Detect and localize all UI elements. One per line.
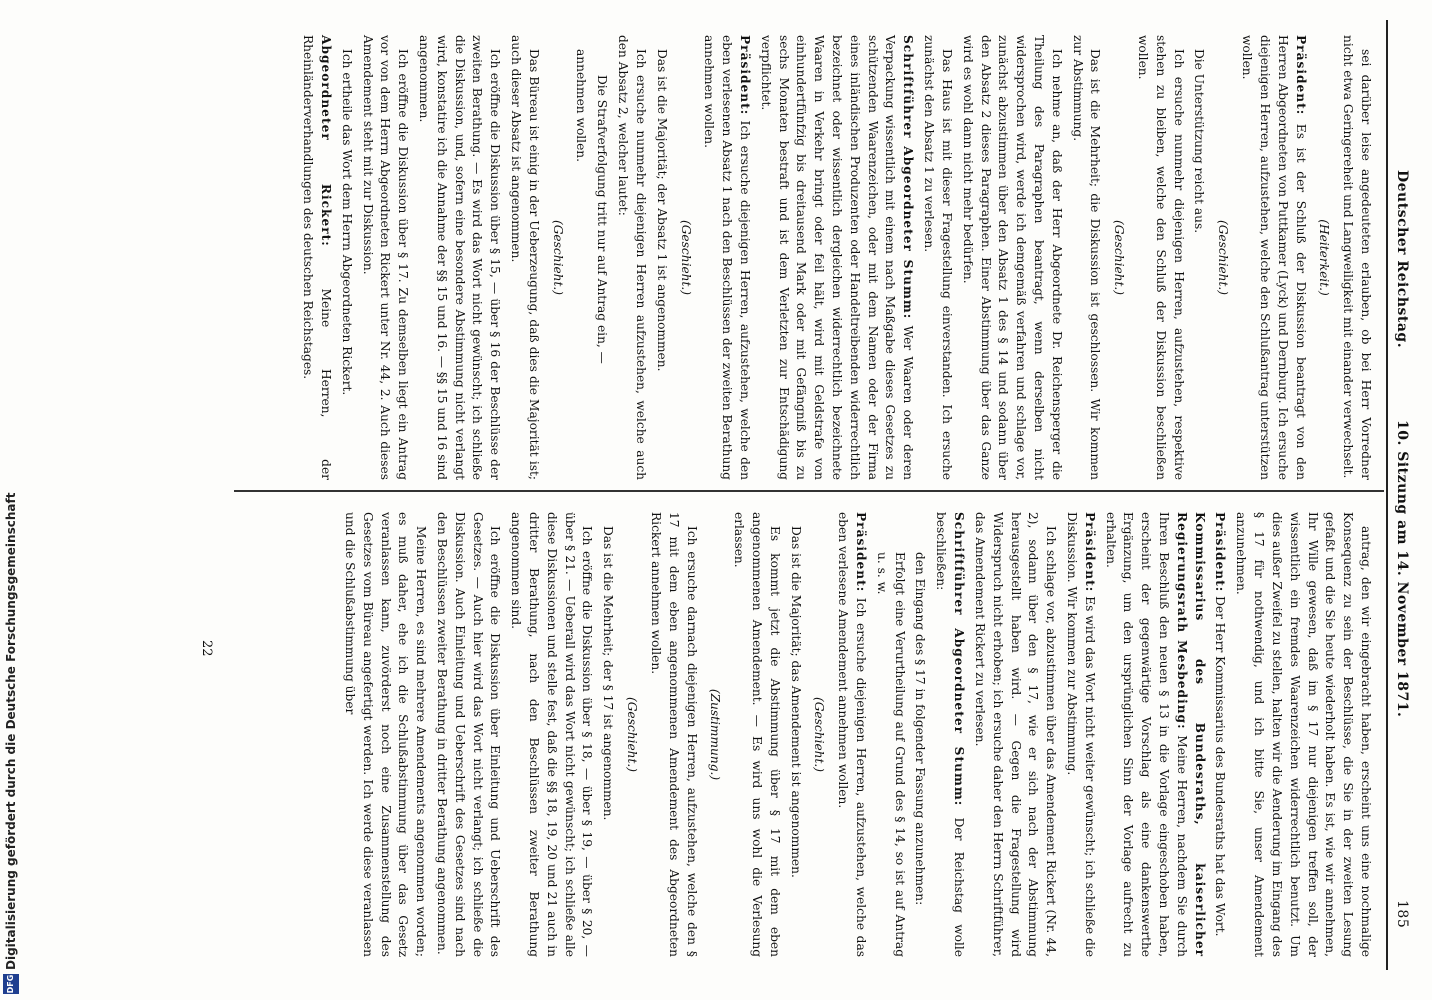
paragraph: Ich ersuche darnach diejenigen Herren, aufzustehen, welche den § 17 mit dem eben angenommenen Amendement des Abgeordneten Rickert annehmen wollen. [648,512,699,957]
paragraph: annehmen wollen. [574,49,589,163]
header-title: Deutscher Reichstag. [1394,170,1410,349]
speech-text: Meine Herren, nachdem Sie durch Ihren Beschluß den neuen § 13 in die Vorlage eingeschoben haben, erscheint der gegenwärtige Vorschlag als eine dankenswerthe Ergänzung, um den ursprünglichen Sinn der Vorlage aufrecht zu erhalten. [1103,512,1189,957]
speech-paragraph [1237,35,1308,480]
paragraph: Ich eröffne die Diskussion über § 17. Zu demselben liegt ein Antrag vor von dem Herrn Abgeordneten Rickert unter Nr. 44, 2. Auch dieses Amendement steht mit zur Diskussion. [360,35,411,480]
digitization-footer [0,0,26,1000]
right-column [337,512,1374,957]
paragraph: Das ist die Majorität; das Amendement ist angenommen. [788,526,803,878]
paragraph: antrag, den wir eingebracht haben, erscheint uns eine nochmalige Konsequenz zu sein der Beschlüsse, die Sie in der zweiten Lesung gefaßt und die Sie heute wiederholt haben. Es ist, wie wir annehmen, Ihr Wille gewesen, daß im § 17 nur diejenigen treffen soll, der wissentlich ein fremdes Waarenzeichen widerrechtlich benutzt. Um dies außer Zweifel zu stellen, halten wir die Aenderung im Eingang des § 17 für nothwendig, und ich bitte Sie, unser Amendement anzunehmen. [1234,512,1373,957]
speaker-name: Präsident: [738,35,752,116]
speech-paragraph [833,512,869,957]
paragraph: Meine Herren, es sind mehrere Amendements angenommen worden; es muß daher, ehe ich die Schlußabstimmung über das Gesetz veranlassen kann, zuvörderst noch eine Zusammenstellung des Gesetzes vom Büreau angefertigt werden. Ich werde diese veranlassen und die Schlußabstimmung über [342,512,429,957]
speech-paragraph [298,35,334,480]
speech-paragraph [1211,512,1229,957]
paragraph: Ich ersuche nunmehr diejenigen Herren aufzustehen, welche auch den Absatz 2, welcher lautet: [616,35,648,480]
speaker-name: Kommissarius des Bundesraths, kaiserlicher Regierungsrath Mesbeding: [1174,512,1207,957]
stage-direction: (Geschieht.) [812,696,827,773]
speaker-name: Präsident: [854,512,869,593]
bottom-page-number: 22 [199,640,214,657]
paragraph: Ich eröffne die Diskussion über § 15, — über § 16 der Beschlüsse der zweiten Berathung. — Es wird das Wort nicht gewünscht; ich schließe die Diskussion, und, sofern eine besondere Abstimmung nicht verlangt wird, konstatire ich die Annahme der §§ 15 und 16. — §§ 15 und 16 sind angenommen. [417,35,503,480]
speech-text: Der Reichstag wolle beschließen: [934,512,967,957]
paragraph: Das Büreau ist einig in der Ueberzeugung, daß dies die Majorität ist; auch dieser Absatz ist angenommen. [509,35,541,480]
quoted-text: Die Strafverfolgung tritt nur auf Antrag ein, — [595,75,610,364]
quoted-text: den Eingang des § 17 in folgender Fassung anzunehmen: [913,552,928,906]
header-rule [1386,20,1388,970]
speech-text: Es wird das Wort nicht weiter gewünscht; ich schließe die Diskussion. Wir kommen zur Abstimmung. [1065,512,1097,957]
stage-direction: (Geschieht.) [678,219,693,296]
speech-text: Ich ersuche diejenigen Herren, aufzustehen, welche das eben verlesene Amendement annehmen wollen. [836,512,869,957]
stage-direction: (Geschieht.) [1112,219,1127,296]
dfg-logo: DFG [3,974,19,994]
paragraph: Das ist die Majorität; der Absatz 1 ist angenommen. [654,49,669,372]
header-session: 10. Sitzung am 14. November 1871. [1394,420,1410,718]
paragraph: Ich ertheile das Wort dem Herrn Abgeordneten Rickert. [339,49,354,396]
stage-direction: (Geschieht.) [1216,219,1231,296]
quoted-text: Erfolgt eine Verurtheilung auf Grund des § 14, so ist auf Antrag u. s. w. [874,552,907,957]
footer-credit: Digitalisierung gefördert durch die Deutsche Forschungsgemeinschaft [4,492,18,970]
speech-paragraph [700,35,753,480]
speaker-name: Schriftführer Abgeordneter Stumm: [901,35,916,320]
paragraph: Das ist die Mehrheit; der § 17 ist angenommen. [601,526,616,821]
column-divider [234,490,1384,492]
speech-text: Wer Waaren oder deren Verpackung wissentlich mit einem nach Maßgabe dieses Gesetzes zu schützenden Waarenzeichen, oder mit dem Namen oder der Firma eines inländischen Produzenten oder Handeltreibenden widerrechtlich bezeichnet oder wissentlich dergleichen widerrechtlich bezeichnete Waaren in Verkehr bringt oder feil hält, wird mit Geldstrafe von einhundertfünfzig bis dreitausend Mark oder mit Gefängniß bis zu sechs Monaten bestraft und ist dem Verletzten zur Entschädigung verpflichtet. [758,35,916,481]
paragraph: sei darüber leise angedeuteten erlauben, ob bei Herr Vorredner nicht etwa Geringereheit und Langweiligkeit mit einander verwechselt. [1341,35,1373,480]
speech-text: Es ist der Schluß der Diskussion beantragt von den Herren Abgeordneten von Puttkamer (Lyck) und Dernburg. Ich ersuche diejenigen Herren, aufzustehen, welche den Schlußantrag unterstützen wollen. [1240,35,1308,480]
speech-paragraph [756,35,916,480]
left-column [295,35,1374,480]
stage-direction: (Heiterkeit.) [1317,219,1332,296]
speaker-name: Präsident: [1293,35,1308,116]
speech-text: Der Herr Kommissarius des Bundesraths hat das Wort. [1213,596,1228,937]
speaker-name: Präsident: [1082,512,1097,593]
speech-paragraph [1062,512,1098,957]
paragraph: Das ist die Mehrheit; die Diskussion ist geschlossen. Wir kommen zur Abstimmung. [1070,35,1103,480]
paragraph: Ich nehme an, daß der Herr Abgeordnete Dr. Reichensperger die Theilung des Paragraphen beantragt, wenn derselben nicht widersprochen wird, werde ich demgemäß verfahren und schlage vor, zunächst abzustimmen über den Absatz 1 des § 14 und sodann über den Absatz 2 dieses Paragraphen. Einer Abstimmung über das Ganze wird es wohl dann nicht mehr bedürfen. [960,35,1064,480]
speech-paragraph [932,512,968,957]
speaker-name: Schriftführer Abgeordneter Stumm: [952,512,967,807]
paragraph: Das Haus ist mit dieser Fragestellung einverstanden. Ich ersuche zunächst den Absatz 1 zu verlesen. [922,35,954,480]
speech-text: Ich ersuche diejenigen Herren, aufzustehen, welche den eben verlesenen Absatz 1 nach den Beschlüssen der zweiten Berathung annehmen wollen. [702,35,752,480]
stage-direction: (Zustimmung.) [708,688,723,781]
speech-paragraph [1101,512,1208,957]
speaker-name: Abgeordneter Rickert: [318,35,333,247]
header-page-number: 185 [1394,900,1410,929]
paragraph: Ich eröffne die Diskussion über § 18, — über § 19, — über § 20, — über § 21. — Ueberall wird das Wort nicht gewünscht; ich schließe alle diese Diskussionen und stelle fest, daß die §§ 18, 19, 20 und 21 auch in dritter Berathung, nach den Beschlüssen zweiter Berathung angenommen sind. [509,512,595,957]
stage-direction: (Geschieht.) [625,696,640,773]
paragraph: Ich schlage vor, abzustimmen über das Amendement Rickert (Nr. 44, 2), sodann über den § 17, wie er sich nach der Abstimmung herausgestellt haben wird. — Gegen die Fragestellung wird Widerspruch nicht erhoben; ich ersuche daher den Herrn Schriftführer, das Amendement Rickert zu verlesen. [972,512,1059,957]
paragraph: Ich ersuche nunmehr diejenigen Herren, aufzustehen, respektive stehen zu bleiben, welche den Schluß der Diskussion beschließen wollen. [1136,35,1186,480]
paragraph: Ich eröffne die Diskussion über Einleitung und Ueberschrift des Gesetzes. — Auch hier wird das Wort nicht verlangt; ich schließe die Diskussion. Auch Einleitung und Ueberschrift des Gesetzes sind nach den Beschlüssen zweiter Berathung in dritter Berathung angenommen. [435,512,503,957]
paragraph: Es kommt jetzt die Abstimmung über § 17 mit dem eben angenommenen Amendement. — Es wird uns wohl die Verlesung erlassen. [732,512,782,957]
paragraph: Die Unterstützung reicht aus. [1192,49,1207,234]
speech-text: Meine Herren, der Rheinländerverhandlungen des deutschen Reichstages. [301,35,333,481]
page-header [1384,20,1414,970]
stage-direction: (Geschieht.) [550,219,565,296]
speaker-name: Präsident: [1213,512,1228,593]
